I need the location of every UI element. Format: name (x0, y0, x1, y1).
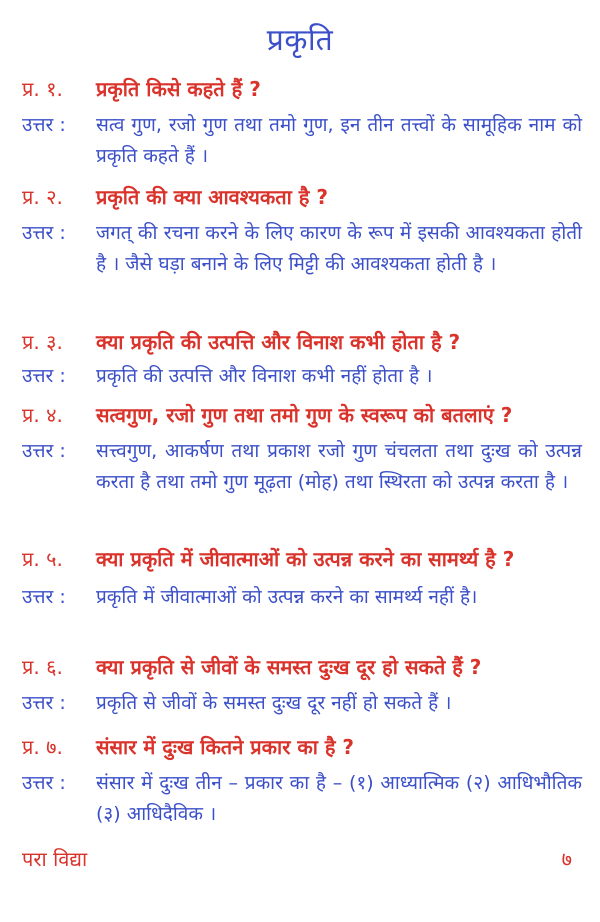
qa-item-3 (22, 325, 582, 392)
answer-label: उत्तर : (22, 365, 66, 387)
question-row (22, 650, 582, 684)
qa-item-6 (22, 650, 582, 719)
question-text: क्या प्रकृति में जीवात्माओं को उत्पन्न करने का सामर्थ्य है ? (96, 547, 515, 571)
question-text: संसार में दुःख कितने प्रकार का है ? (96, 735, 355, 759)
answer-row (22, 768, 582, 830)
answer-label: उत्तर : (22, 692, 66, 714)
answer-label: उत्तर : (22, 772, 66, 794)
answer-text: संसार में दुःख तीन – प्रकार का है – (१) आध्यात्मिक (२) आधिभौतिक (३) आधिदैविक । (96, 772, 582, 825)
question-text: प्रकृति की क्या आवश्यकता है ? (96, 185, 328, 209)
answer-label: उत्तर : (22, 440, 66, 462)
qa-item-7 (22, 730, 582, 830)
answer-row (22, 436, 582, 498)
question-text: क्या प्रकृति की उत्पत्ति और विनाश कभी होता है ? (96, 330, 461, 354)
question-row (22, 325, 582, 359)
page-title: प्रकृति (266, 23, 334, 58)
question-row (22, 180, 582, 214)
answer-text: प्रकृति से जीवों के समस्त दुःख दूर नहीं हो सकते हैं । (96, 692, 452, 714)
book-name: परा विद्या (22, 847, 88, 871)
question-row (22, 542, 582, 576)
page-number: ७ (561, 847, 572, 871)
answer-label: उत्तर : (22, 114, 66, 136)
question-number: प्र. ४. (22, 403, 63, 427)
answer-text: प्रकृति में जीवात्माओं को उत्पन्न करने का सामर्थ्य नहीं है। (96, 586, 478, 608)
question-text: सत्वगुण, रजो गुण तथा तमो गुण के स्वरूप को बतलाएं ? (96, 403, 513, 427)
question-row (22, 398, 582, 432)
question-number: प्र. ६. (22, 655, 63, 679)
answer-row (22, 110, 582, 172)
answer-row (22, 361, 582, 392)
question-text: क्या प्रकृति से जीवों के समस्त दुःख दूर हो सकते हैं ? (96, 655, 482, 679)
qa-item-5 (22, 542, 582, 613)
answer-text: सत्त्वगुण, आकर्षण तथा प्रकाश रजो गुण चंचलता तथा दुःख को उत्पन्न करता है तथा तमो गुण मूढ़ता (मोह) तथा स्थिरता को उत्पन्न करता है । (96, 440, 582, 493)
answer-row (22, 688, 582, 719)
answer-label: उत्तर : (22, 586, 66, 608)
question-number: प्र. ७. (22, 735, 63, 759)
answer-text: सत्व गुण, रजो गुण तथा तमो गुण, इन तीन तत्त्वों के सामूहिक नाम को प्रकृति कहते हैं । (96, 114, 582, 167)
question-text: प्रकृति किसे कहते हैं ? (96, 77, 261, 101)
answer-text: प्रकृति की उत्पत्ति और विनाश कभी नहीं होता है । (96, 365, 433, 387)
qa-item-2 (22, 180, 582, 280)
question-number: प्र. १. (22, 77, 63, 101)
qa-item-1 (22, 72, 582, 172)
qa-item-4 (22, 398, 582, 498)
question-number: प्र. ३. (22, 330, 63, 354)
answer-text: जगत् की रचना करने के लिए कारण के रूप में इसकी आवश्यकता होती है । जैसे घड़ा बनाने के लिए मिट्टी की आवश्यकता होती है । (96, 222, 582, 275)
question-row (22, 730, 582, 764)
question-row (22, 72, 582, 106)
question-number: प्र. २. (22, 185, 63, 209)
question-number: प्र. ५. (22, 547, 63, 571)
answer-label: उत्तर : (22, 222, 66, 244)
answer-row (22, 582, 582, 613)
answer-row (22, 218, 582, 280)
